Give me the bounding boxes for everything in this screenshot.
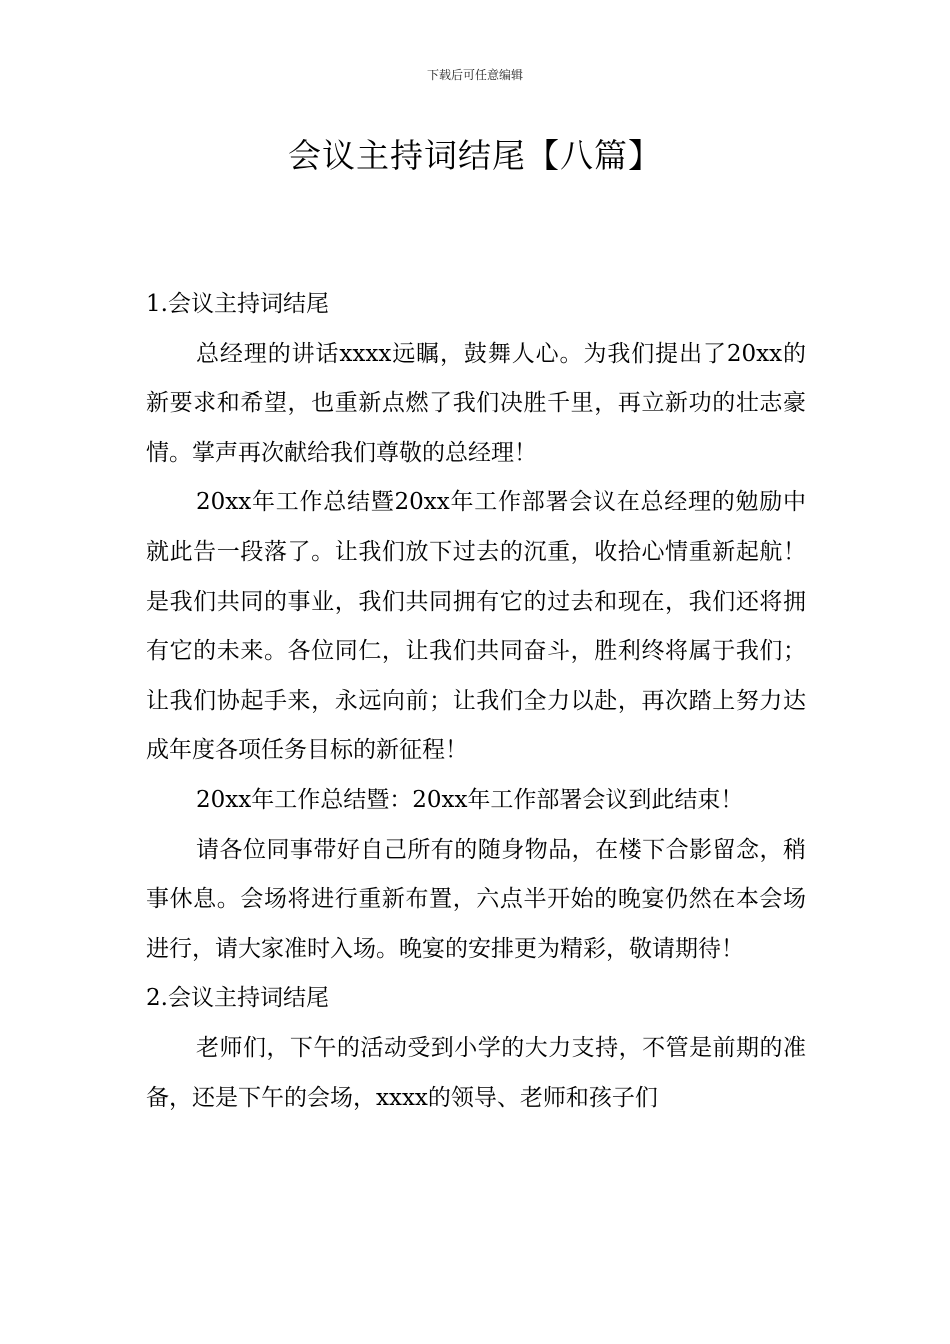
paragraph: 20xx年工作总结暨20xx年工作部署会议在总经理的勉励中就此告一段落了。让我们放下过去的沉重，收拾心情重新起航！是我们共同的事业，我们共同拥有它的过去和现在，我们还将拥有它的未来。各位同仁，让我们共同奋斗，胜利终将属于我们；让我们协起手来，永远向前；让我们全力以赴，再次踏上努力达成年度各项任务目标的新征程！: [146, 489, 806, 764]
paragraph: 20xx年工作总结暨：20xx年工作部署会议到此结束！: [196, 786, 744, 813]
paragraph: 总经理的讲话xxxx远瞩，鼓舞人心。为我们提出了20xx的新要求和希望，也重新点燃了我们决胜千里，再立新功的壮志豪情。掌声再次献给我们尊敬的总经理！: [146, 340, 806, 466]
paragraph: 请各位同事带好自己所有的随身物品，在楼下合影留念，稍事休息。会场将进行重新布置，六点半开始的晚宴仍然在本会场进行，请大家准时入场。晚宴的安排更为精彩，敬请期待！: [146, 836, 806, 962]
document-title: 会议主持词结尾【八篇】: [288, 136, 662, 175]
header-note: 下载后可任意编辑: [426, 68, 523, 82]
paragraph: 老师们，下午的活动受到小学的大力支持，不管是前期的准备，还是下午的会场，xxxx的领导、老师和孩子们: [146, 1034, 806, 1111]
section-heading-1: 1.会议主持词结尾: [146, 291, 329, 317]
section-heading-2: 2.会议主持词结尾: [146, 985, 329, 1012]
document-body: [146, 280, 806, 1123]
